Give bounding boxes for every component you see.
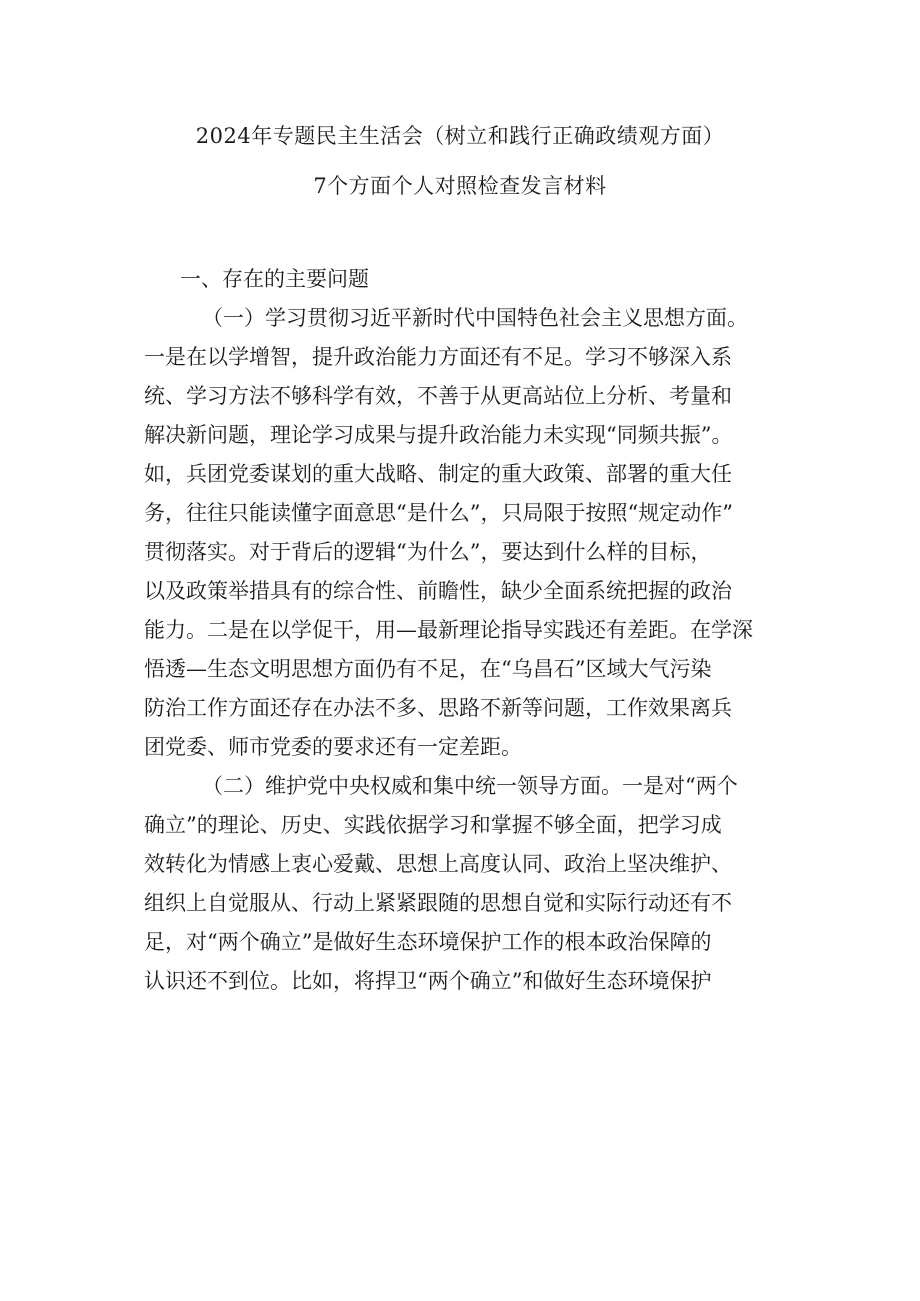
paragraph-1-line: 务，往往只能读懂字面意思“是什么”，只局限于按照“规定动作” <box>144 501 733 525</box>
paragraph-2-line: 组织上自觉服从、行动上紧紧跟随的思想自觉和实际行动还有不 <box>144 891 732 915</box>
paragraph-1-line: 防治工作方面还存在办法不多、思路不新等问题，工作效果离兵 <box>144 696 732 720</box>
paragraph-1-line: 贯彻落实。对于背后的逻辑“为什么”，要达到什么样的目标， <box>144 540 712 564</box>
paragraph-1-line: 解决新问题，理论学习成果与提升政治能力未实现“同频共振”。 <box>144 423 733 447</box>
paragraph-1-line: 一是在以学增智，提升政治能力方面还有不足。学习不够深入系 <box>144 345 732 369</box>
paragraph-2-line: 认识还不到位。比如，将捍卫“两个确立”和做好生态环境保护 <box>144 969 712 993</box>
paragraph-2-line: 确立”的理论、历史、实践依据学习和掌握不够全面，把学习成 <box>144 813 722 837</box>
paragraph-1-line: 统、学习方法不够科学有效，不善于从更高站位上分析、考量和 <box>144 384 732 408</box>
paragraph-1-line: 能力。二是在以学促干，用—最新理论指导实践还有差距。在学深 <box>144 618 753 642</box>
document-body <box>144 260 804 1001</box>
document-title-line-1: 2024年专题民主生活会（树立和践行正确政绩观方面） <box>195 124 725 148</box>
paragraph-1-line: 团党委、师市党委的要求还有一定差距。 <box>144 735 522 759</box>
paragraph-2-line: 足，对“两个确立”是做好生态环境保护工作的根本政治保障的 <box>144 930 712 954</box>
document-title-line-2: 7个方面个人对照检查发言材料 <box>313 174 607 198</box>
paragraph-2-line: 效转化为情感上衷心爱戴、思想上高度认同、政治上坚决维护、 <box>144 852 732 876</box>
paragraph-1-line: （一）学习贯彻习近平新时代中国特色社会主义思想方面。 <box>202 306 748 330</box>
section-heading: 一、存在的主要问题 <box>180 267 369 291</box>
paragraph-2-line: （二）维护党中央权威和集中统一领导方面。一是对“两个 <box>202 774 738 798</box>
paragraph-1-line: 悟透—生态文明思想方面仍有不足，在“乌昌石”区域大气污染 <box>144 657 712 681</box>
paragraph-1-line: 如，兵团党委谋划的重大战略、制定的重大政策、部署的重大任 <box>144 462 732 486</box>
paragraph-1-line: 以及政策举措具有的综合性、前瞻性，缺少全面系统把握的政治 <box>144 579 732 603</box>
